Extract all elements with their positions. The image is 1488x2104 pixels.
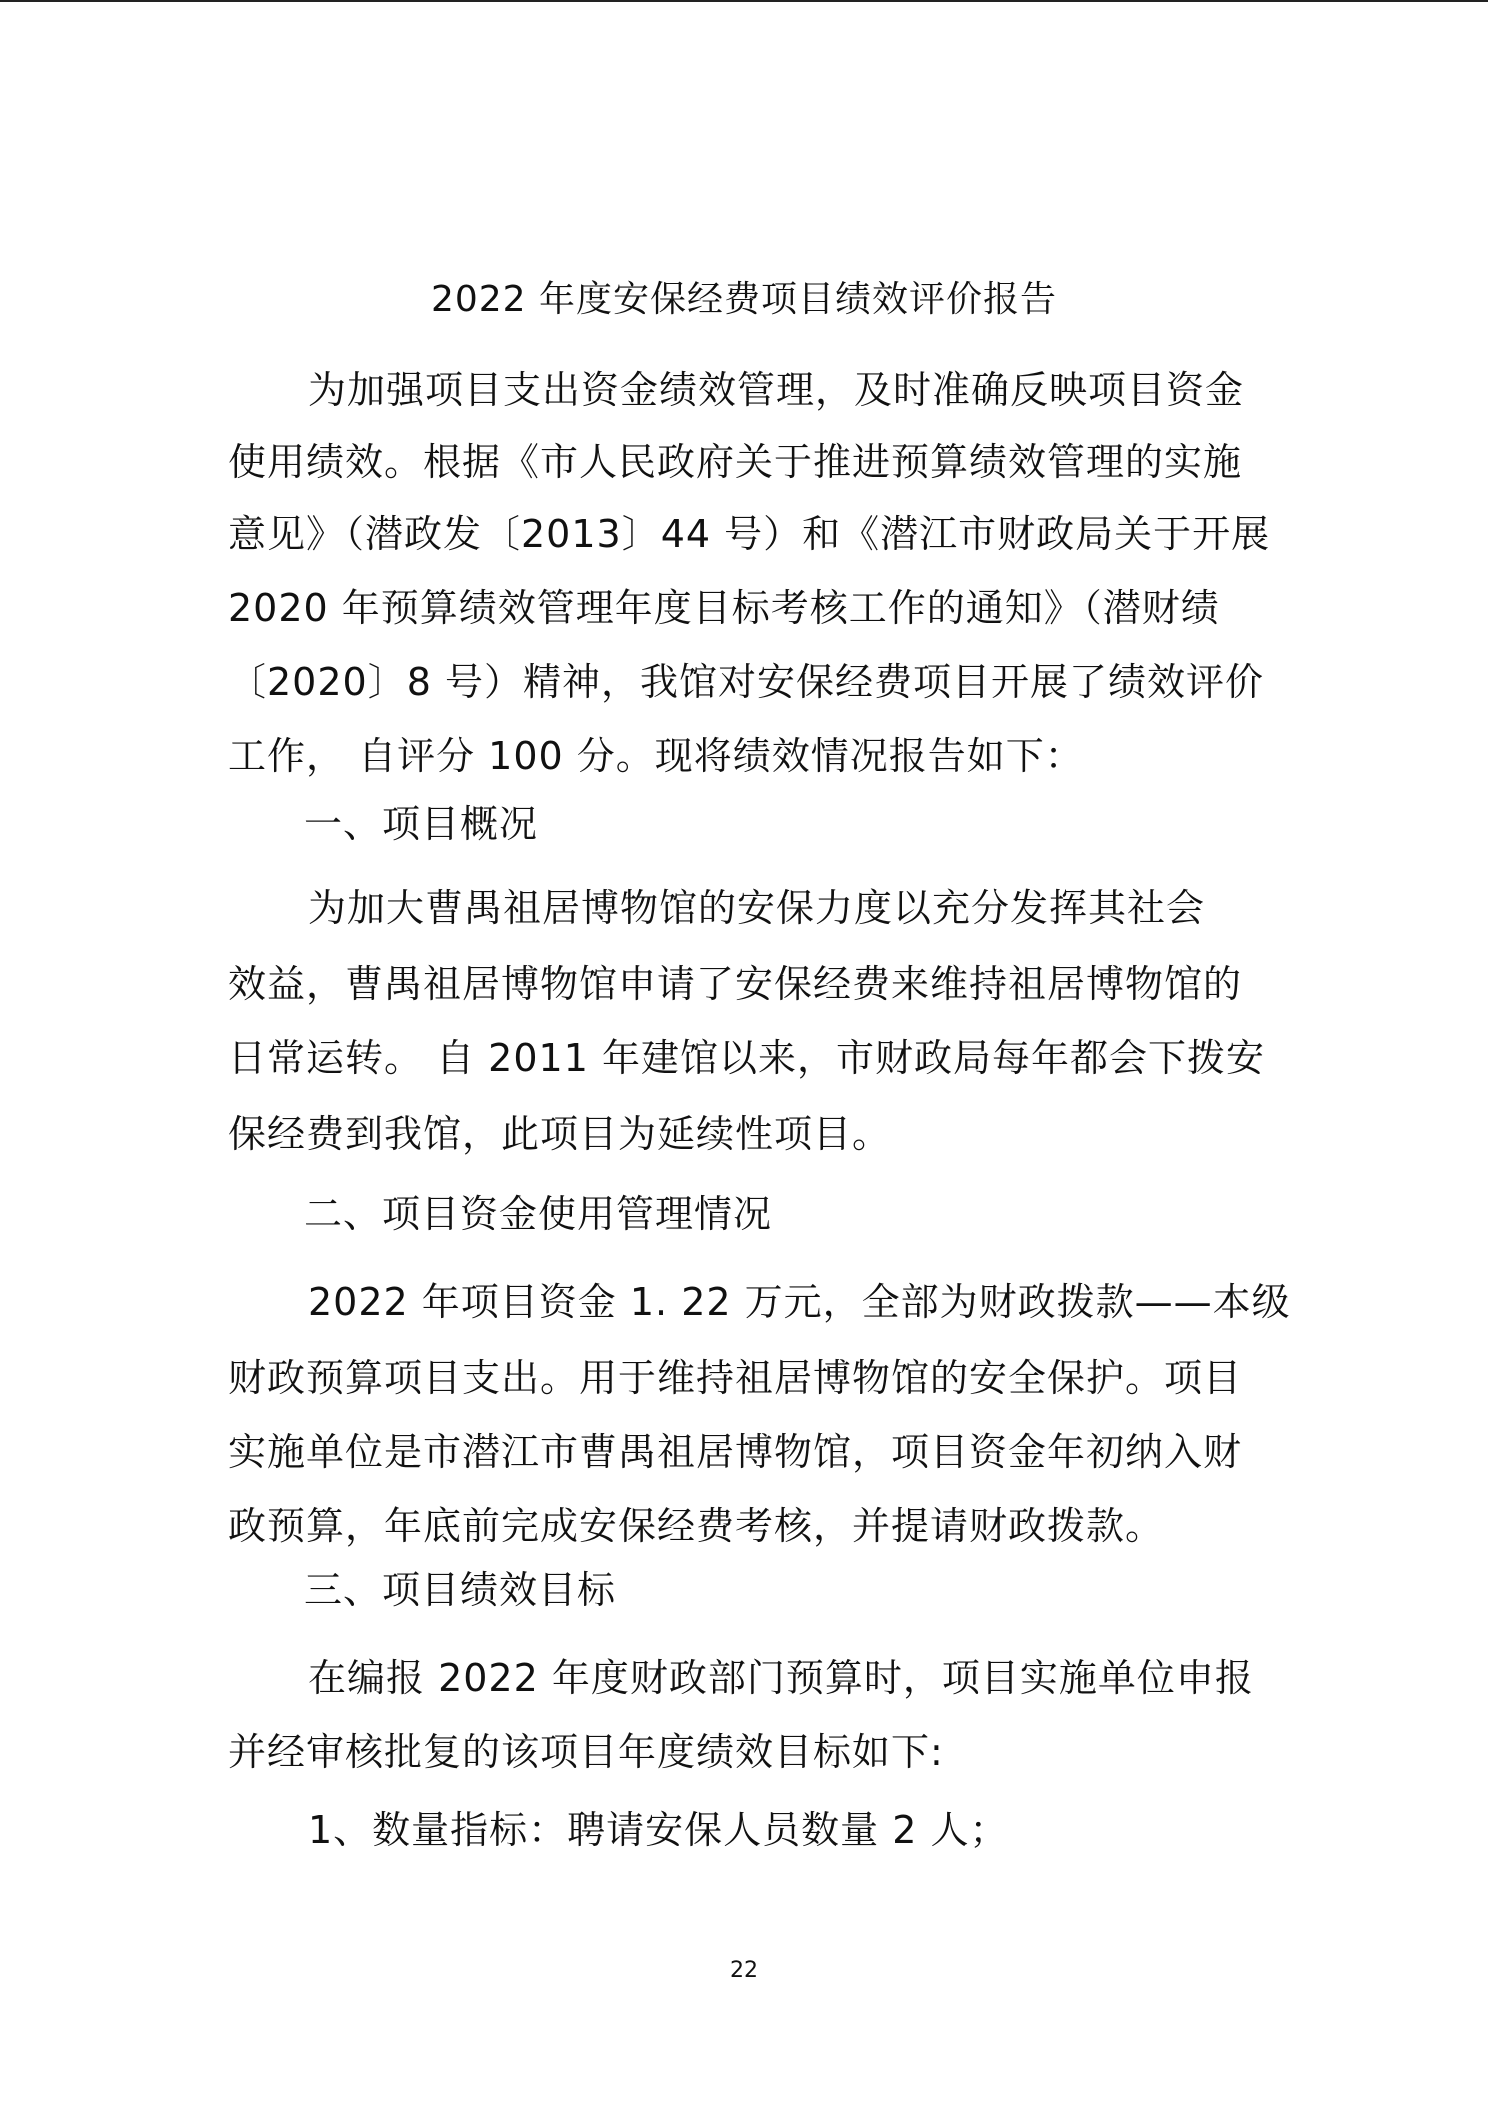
intro-line-4: 2020 年预算绩效管理年度目标考核工作的通知》（潜财绩 <box>228 586 1220 630</box>
intro-line-3: 意见》（潜政发〔2013〕44 号）和《潜江市财政局关于开展 <box>228 512 1271 556</box>
section-3-heading: 三、项目绩效目标 <box>304 1568 617 1612</box>
intro-line-2: 使用绩效。根据《市人民政府关于推进预算绩效管理的实施 <box>228 440 1243 484</box>
section-1-line-1: 为加大曹禺祖居博物馆的安保力度以充分发挥其社会 <box>308 886 1206 930</box>
intro-line-6: 工作， 自评分 100 分。现将绩效情况报告如下： <box>228 734 1084 778</box>
section-3-line-2: 并经审核批复的该项目年度绩效目标如下: <box>228 1730 944 1774</box>
section-2-line-4: 政预算，年底前完成安保经费考核，并提请财政拨款。 <box>228 1504 1165 1548</box>
section-1-heading: 一、项目概况 <box>304 802 539 846</box>
section-3-line-3: 1、数量指标：聘请安保人员数量 2 人； <box>308 1808 1009 1852</box>
intro-line-5: 〔2020〕8 号）精神，我馆对安保经费项目开展了绩效评价 <box>228 660 1264 704</box>
section-2-heading: 二、项目资金使用管理情况 <box>304 1192 773 1236</box>
document-title: 2022 年度安保经费项目绩效评价报告 <box>430 279 1058 320</box>
section-1-line-3: 日常运转。 自 2011 年建馆以来，市财政局每年都会下拨安 <box>228 1036 1265 1080</box>
section-2-line-3: 实施单位是市潜江市曹禺祖居博物馆，项目资金年初纳入财 <box>228 1430 1243 1474</box>
section-2-line-2: 财政预算项目支出。用于维持祖居博物馆的安全保护。项目 <box>228 1356 1243 1400</box>
section-2-line-1: 2022 年项目资金 1. 22 万元，全部为财政拨款——本级 <box>308 1280 1291 1324</box>
intro-line-1: 为加强项目支出资金绩效管理，及时准确反映项目资金 <box>308 368 1245 412</box>
section-3-line-1: 在编报 2022 年度财政部门预算时，项目实施单位申报 <box>308 1656 1254 1700</box>
section-1-line-4: 保经费到我馆，此项目为延续性项目。 <box>228 1112 892 1156</box>
page-number: 22 <box>730 1958 758 1983</box>
section-1-line-2: 效益，曹禺祖居博物馆申请了安保经费来维持祖居博物馆的 <box>228 962 1243 1006</box>
